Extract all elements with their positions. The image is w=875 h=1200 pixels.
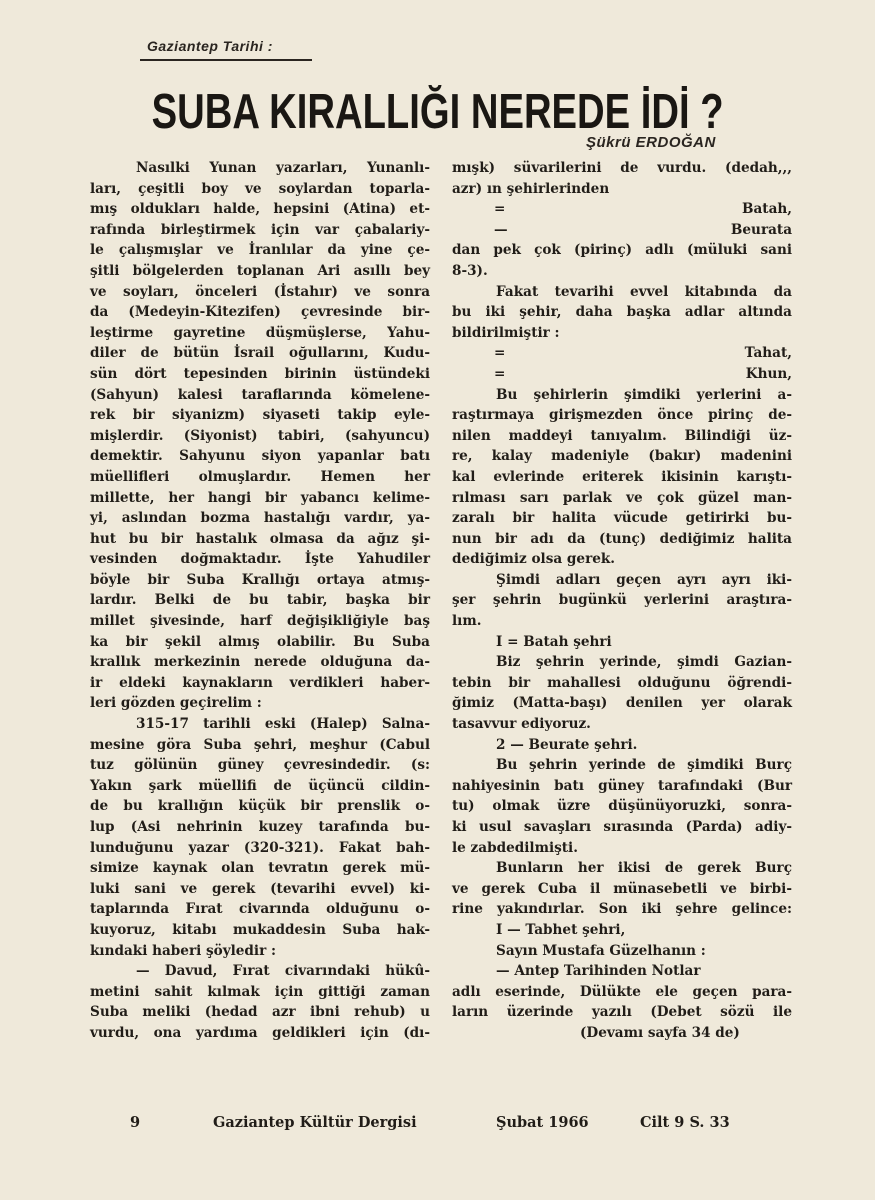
text-line: Fakat tevarihi evvel kitabında da: [496, 283, 792, 300]
text-line: zaralı bir halita vücude getirirki bu-: [452, 510, 792, 527]
text-line: krallık merkezinin nerede olduğuna da-: [90, 654, 430, 671]
text-line: şer şehrin bugünkü yerlerini araştıra-: [452, 592, 792, 609]
text-line: = Batah,: [494, 201, 792, 218]
text-line: millet şivesinde, harf değişikliğiyle baş: [90, 613, 430, 630]
text-line: le zabdedilmişti.: [452, 839, 578, 856]
text-line: leştirme gayretine düşmüşlerse, Yahu-: [90, 324, 430, 341]
text-line: hut bu bir hastalık olmasa da ağız şi-: [90, 530, 430, 547]
text-line: mışk) süvarilerini de vurdu. (dedah,,,: [452, 160, 792, 176]
text-line: (Sahyun) kalesi taraflarında kömelene-: [90, 386, 430, 403]
text-line: mış oldukları halde, hepsini (Atina) et-: [90, 201, 430, 218]
text-line: lım.: [452, 613, 482, 630]
text-line: dediğimiz olsa gerek.: [452, 551, 616, 568]
text-line: müellifleri olmuşlardır. Hemen her: [90, 468, 430, 485]
text-line: simize kaynak olan tevratın gerek mü-: [90, 860, 430, 877]
left-text-column: [90, 158, 430, 1044]
text-line: Suba meliki (hedad azr ibni rehub) u: [90, 1004, 430, 1021]
right-text-column: [452, 158, 792, 1044]
text-line: I — Tabhet şehri,: [496, 921, 626, 938]
text-line: — Antep Tarihinden Notlar: [496, 963, 701, 980]
text-line: bildirilmiştir :: [452, 324, 560, 341]
text-line: ka bir şekil almış olabilir. Bu Suba: [90, 633, 430, 650]
text-line: luki sani ve gerek (tevarihi evvel) ki-: [90, 880, 430, 897]
text-line: millette, her hangi bir yabancı kelime-: [90, 489, 430, 506]
text-line: ve soyları, önceleri (İstahır) ve sonra: [90, 283, 430, 300]
text-line: tuz gölünün güney çevresindedir. (s:: [90, 757, 430, 774]
text-line: kındaki haberi şöyledir :: [90, 942, 277, 959]
text-line: Bunların her ikisi de gerek Burç: [496, 860, 792, 877]
text-line: böyle bir Suba Krallığı ortaya atmış-: [90, 571, 430, 588]
text-line: = Tahat,: [494, 345, 792, 362]
text-line: tu) olmak üzre düşünüyoruzki, sonra-: [452, 798, 792, 815]
text-line: adlı eserinde, Dülükte ele geçen para-: [452, 983, 792, 1000]
footer-page-number: 9: [130, 1114, 141, 1131]
text-line: rılması sarı parlak ve çok güzel man-: [452, 489, 792, 506]
text-line: ir eldeki kaynakların verdikleri haber-: [90, 674, 430, 691]
text-line: Sayın Mustafa Güzelhanın :: [496, 942, 706, 959]
text-line: (Devamı sayfa 34 de): [580, 1024, 740, 1041]
text-line: nilen maddeyi tanıyalım. Bilindiği üz-: [452, 427, 792, 444]
text-line: diler de bütün İsrail oğullarını, Kudu-: [90, 345, 430, 362]
text-line: tasavvur ediyoruz.: [452, 716, 591, 733]
text-line: Nasılki Yunan yazarları, Yunanlı-: [136, 160, 430, 176]
text-line: de bu krallığın küçük bir prenslik o-: [90, 798, 430, 815]
text-line: = Khun,: [494, 365, 792, 382]
text-line: — Davud, Fırat civarındaki hükû-: [136, 963, 430, 980]
text-line: rine yakındırlar. Son iki şehre gelince:: [452, 901, 792, 918]
text-line: demektir. Sahyunu siyon yapanlar batı: [90, 448, 430, 465]
text-line: 315-17 tarihli eski (Halep) Salna-: [136, 716, 430, 733]
author-name: Şükrü ERDOĞAN: [586, 134, 716, 151]
text-line: rafında birleştirmek için var çabalariy-: [90, 221, 430, 238]
text-line: lup (Asi nehrinin kuzey tarafında bu-: [90, 819, 430, 835]
text-line: ve gerek Cuba il münasebetli ve birbi-: [452, 880, 792, 897]
footer-magazine-name: Gaziantep Kültür Dergisi: [213, 1114, 417, 1131]
text-line: Biz şehrin yerinde, şimdi Gazian-: [496, 654, 792, 671]
text-line: vurdu, ona yardıma geldikleri için (dı-: [90, 1024, 430, 1041]
text-line: lunduğunu yazar (320-321). Fakat bah-: [90, 839, 430, 856]
text-line: Bu şehirlerin şimdiki yerlerini a-: [496, 386, 792, 403]
text-line: Yakın şark müellifi de üçüncü cildin-: [90, 777, 430, 794]
text-line: kuyoruz, kitabı mukaddesin Suba hak-: [90, 921, 430, 938]
text-line: yi, aslından bozma hastalığı vardır, ya-: [90, 510, 430, 527]
text-line: rek bir siyanizm) siyaseti takip eyle-: [90, 407, 430, 424]
text-line: I = Batah şehri: [496, 633, 612, 650]
footer-volume: Cilt 9 S. 33: [640, 1114, 730, 1131]
text-line: ların üzerinde yazılı (Debet sözü ile: [452, 1004, 792, 1021]
text-line: nahiyesinin batı güney tarafındaki (Bur: [452, 777, 792, 794]
text-line: leri gözden geçirelim :: [90, 695, 262, 712]
text-line: lardır. Belki de bu tabir, başka bir: [90, 592, 430, 609]
header-rule: [140, 59, 312, 61]
text-line: re, kalay madeniyle (bakır) madenini: [452, 448, 792, 465]
text-line: şitli bölgelerden toplanan Ari asıllı bey: [90, 262, 430, 279]
text-line: sün dört tepesinden birinin üstündeki: [90, 365, 430, 382]
text-line: kal evlerinde eriterek ikisinin karıştı-: [452, 468, 792, 485]
text-line: Bu şehrin yerinde de şimdiki Burç: [496, 757, 792, 774]
text-line: ğimiz (Matta-başı) denilen yer olarak: [452, 695, 792, 712]
text-line: tebin bir mahallesi olduğunu öğrendi-: [452, 674, 792, 691]
text-line: taplarında Fırat civarında olduğunu o-: [90, 901, 430, 918]
text-line: nun bir adı da (tunç) dediğimiz halita: [452, 530, 792, 547]
text-line: da (Medeyin-Kitezifen) çevresinde bir-: [90, 304, 430, 321]
text-line: 8-3).: [452, 262, 488, 279]
text-line: metini sahit kılmak için gittiği zaman: [90, 983, 430, 1000]
text-line: — Beurata: [494, 221, 792, 238]
text-line: mesine göra Suba şehri, meşhur (Cabul: [90, 736, 430, 753]
text-line: le çalışmışlar ve İranlılar da yine çe-: [90, 242, 430, 259]
article-title: SUBA KIRALLIĞI NEREDE İDİ ?: [151, 85, 724, 139]
text-line: Şimdi adları geçen ayrı ayrı iki-: [496, 571, 792, 588]
text-line: raştırmaya girişmezden önce pirinç de-: [452, 407, 792, 424]
text-line: mişlerdir. (Siyonist) tabiri, (sahyuncu): [90, 427, 430, 444]
text-line: ki usul savaşları sırasında (Parda) adiy-: [452, 819, 792, 835]
text-line: vesinden doğmaktadır. İşte Yahudiler: [90, 551, 430, 568]
text-line: azr) ın şehirlerinden: [452, 180, 610, 197]
text-line: bu iki şehir, daha başka adlar altında: [452, 304, 792, 321]
footer-issue-date: Şubat 1966: [496, 1114, 589, 1131]
text-line: ları, çeşitli boy ve soylardan toparla-: [90, 180, 430, 197]
running-head: Gaziantep Tarihi :: [147, 38, 273, 54]
text-line: dan pek çok (pirinç) adlı (müluki sani: [452, 242, 792, 259]
text-line: 2 — Beurate şehri.: [496, 736, 638, 753]
